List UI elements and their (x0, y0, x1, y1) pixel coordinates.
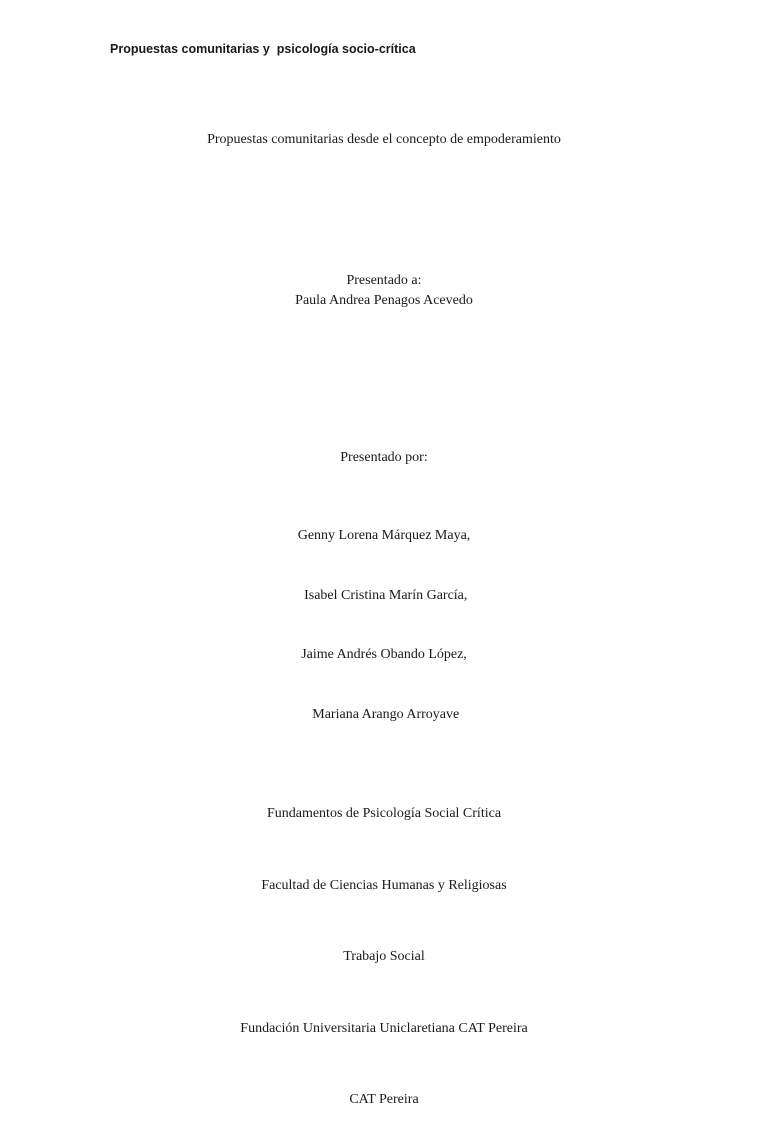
university-name: Fundación Universitaria Uniclaretiana CAT Pereira (240, 1020, 528, 1036)
document-title: Propuestas comunitarias desde el concepto de empoderamiento (207, 132, 561, 147)
author-name: Jaime Andrés Obando López, (301, 647, 467, 662)
presented-to-name: Paula Andrea Penagos Acevedo (295, 293, 473, 308)
city-name: CAT Pereira (349, 1092, 419, 1107)
faculty-name: Facultad de Ciencias Humanas y Religiosas (261, 877, 507, 893)
program-name: Trabajo Social (343, 949, 425, 964)
presented-to-label: Presentado a: (346, 273, 422, 288)
course-name: Fundamentos de Psicología Social Crítica (266, 806, 502, 821)
institution-block (0, 764, 768, 1142)
running-header: Propuestas comunitarias y psicología socio-crítica (110, 42, 416, 56)
author-name: Isabel Cristina Marín García, (300, 587, 468, 603)
author-list (0, 486, 768, 744)
author-name: Mariana Arango Arroyave (308, 706, 460, 722)
presented-by-label: Presentado por: (340, 450, 428, 465)
author-name: Genny Lorena Márquez Maya, (297, 528, 471, 543)
